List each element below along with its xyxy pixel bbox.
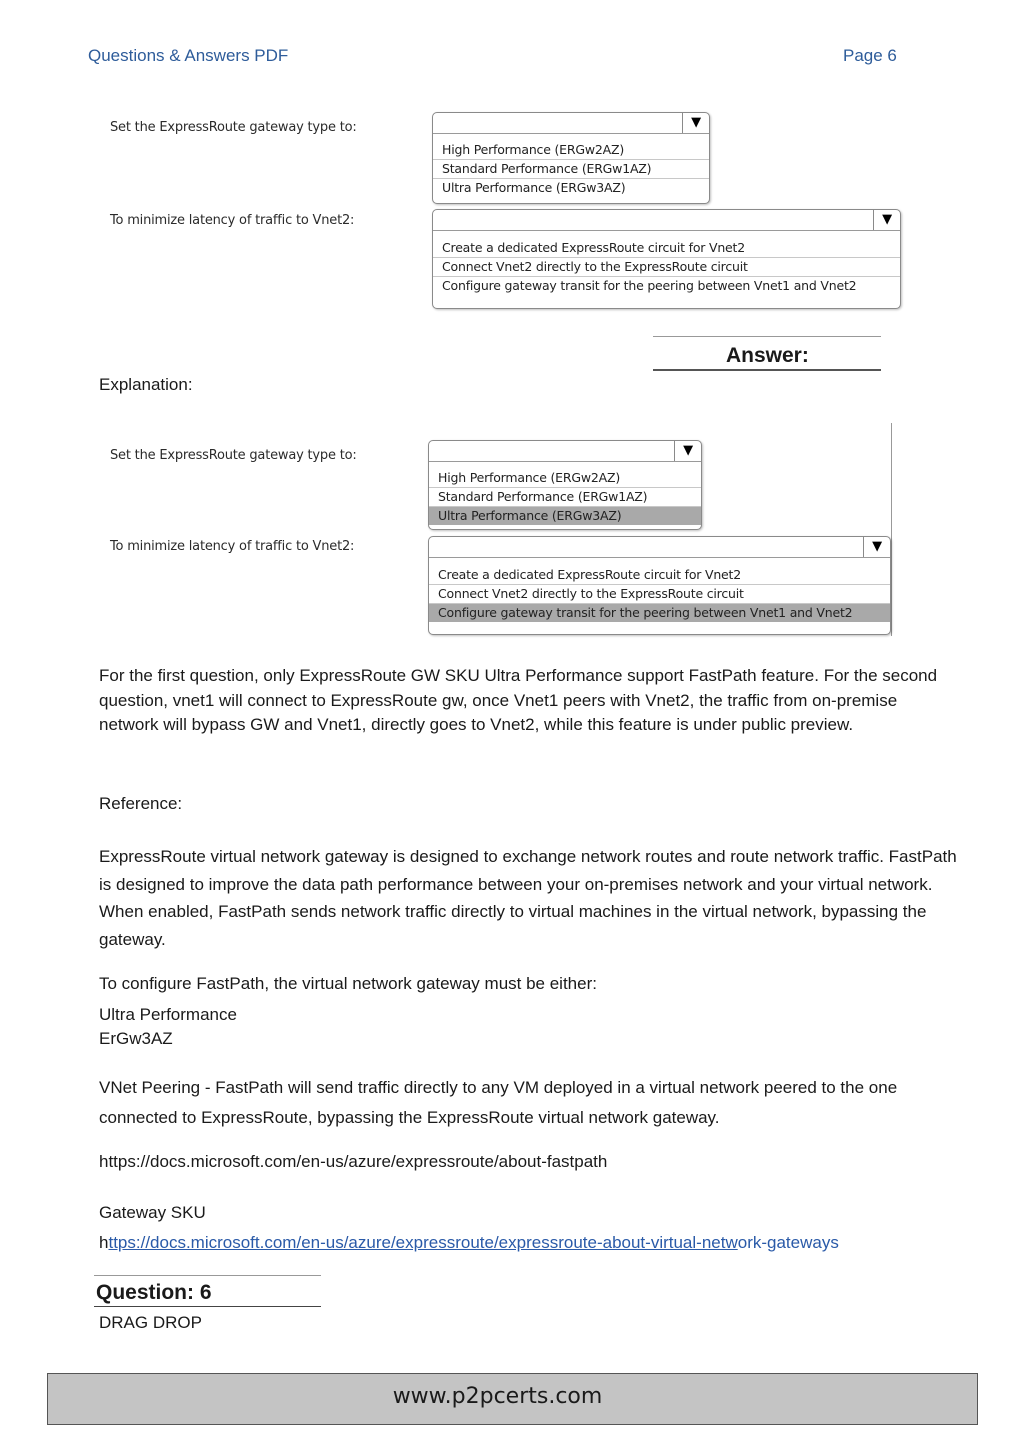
chevron-down-icon[interactable]: ▼ — [682, 113, 709, 133]
footer-url: www.p2pcerts.com — [392, 1384, 603, 1409]
answer-question2-dropdown — [428, 536, 891, 635]
question2-dropdown[interactable] — [432, 209, 901, 309]
chevron-down-icon: ▼ — [674, 441, 701, 461]
sku-item-1: Ultra Performance — [99, 1005, 237, 1024]
dropdown-header — [429, 441, 701, 462]
question1-dropdown[interactable] — [432, 112, 710, 204]
link-underlined[interactable]: ttps://docs.microsoft.com/en-us/azure/expressroute/expressroute-about-virtual-netw — [108, 1233, 738, 1252]
dropdown-option-selected: Configure gateway transit for the peering between Vnet1 and Vnet2 — [429, 604, 890, 622]
question6-type: DRAG DROP — [99, 1313, 202, 1332]
explanation-paragraph-2: ExpressRoute virtual network gateway is designed to exchange network routes and route network traffic. FastPath is designed to improve the data path performance between your on-premises network and your virtual network. When enabled, FastPath sends network traffic directly to virtual machines in the virtual network, bypassing the gateway. — [99, 847, 957, 949]
link-tail[interactable]: ork-gateways — [737, 1233, 839, 1252]
reference-url-1: https://docs.microsoft.com/en-us/azure/expressroute/about-fastpath — [99, 1152, 608, 1171]
gateway-sku-label: Gateway SKU — [99, 1203, 206, 1222]
dropdown-option[interactable]: Connect Vnet2 directly to the ExpressRoute circuit — [433, 258, 900, 277]
reference-label: Reference: — [99, 794, 183, 813]
explanation-paragraph-4: VNet Peering - FastPath will send traffic directly to any VM deployed in a virtual network peered to the one connected to ExpressRoute, bypassing the ExpressRoute virtual network gateway. — [99, 1078, 898, 1127]
dropdown-option[interactable]: Create a dedicated ExpressRoute circuit for Vnet2 — [433, 239, 900, 258]
question6-title: Question: 6 — [96, 1281, 212, 1304]
dropdown-option[interactable]: Configure gateway transit for the peering between Vnet1 and Vnet2 — [442, 278, 857, 293]
dropdown-option[interactable]: High Performance (ERGw2AZ) — [433, 141, 709, 160]
chevron-down-icon: ▼ — [863, 537, 890, 557]
explanation-label: Explanation: — [99, 375, 193, 394]
link-prefix[interactable]: h — [99, 1233, 109, 1252]
dropdown-option[interactable]: Standard Performance (ERGw1AZ) — [433, 160, 709, 179]
dropdown-header — [429, 537, 890, 558]
answer-heading: Answer: — [726, 344, 809, 367]
dropdown-header[interactable] — [433, 113, 709, 134]
footer-banner — [47, 1373, 978, 1425]
answer-question1-label: Set the ExpressRoute gateway type to: — [110, 448, 357, 463]
sku-item-2: ErGw3AZ — [99, 1029, 173, 1048]
dropdown-option-selected: Ultra Performance (ERGw3AZ) — [429, 507, 701, 525]
dropdown-header[interactable] — [433, 210, 900, 231]
answer-question1-dropdown — [428, 440, 702, 530]
image-border — [891, 423, 892, 636]
answer-question2-label: To minimize latency of traffic to Vnet2: — [110, 539, 355, 554]
question1-label: Set the ExpressRoute gateway type to: — [110, 120, 357, 135]
dropdown-option: Standard Performance (ERGw1AZ) — [429, 488, 701, 507]
explanation-paragraph-1: For the first question, only ExpressRoute GW SKU Ultra Performance support FastPath feature. For the second question, vnet1 will connect to ExpressRoute gw, once Vnet1 peers with Vnet2, the traffic from on-premise network will bypass GW and Vnet1, directly goes to Vnet2, while this feature is under public preview. — [99, 666, 938, 734]
dropdown-option: Create a dedicated ExpressRoute circuit for Vnet2 — [429, 566, 890, 585]
dropdown-option[interactable]: Ultra Performance (ERGw3AZ) — [442, 180, 626, 195]
dropdown-option: High Performance (ERGw2AZ) — [429, 469, 701, 488]
question2-label: To minimize latency of traffic to Vnet2: — [110, 213, 355, 228]
reference-url-2[interactable] — [99, 1233, 839, 1253]
chevron-down-icon[interactable]: ▼ — [873, 210, 900, 230]
page-number: Page 6 — [843, 46, 897, 65]
dropdown-option: Connect Vnet2 directly to the ExpressRoute circuit — [429, 585, 890, 604]
explanation-paragraph-3: To configure FastPath, the virtual network gateway must be either: — [99, 974, 597, 993]
header-title: Questions & Answers PDF — [88, 46, 289, 65]
